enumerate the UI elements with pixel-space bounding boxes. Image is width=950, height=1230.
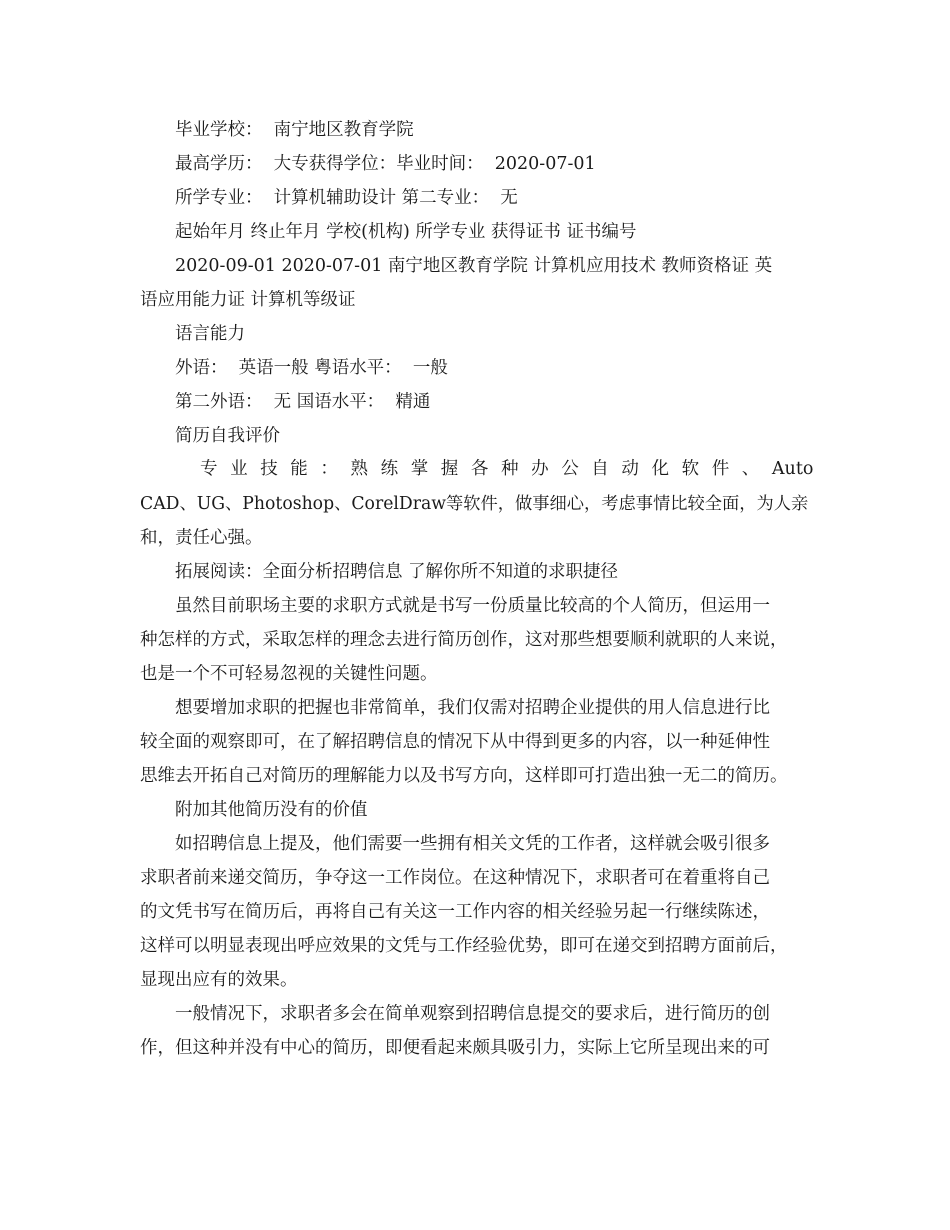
paragraph-1-line-1: 虽然目前职场主要的求职方式就是书写一份质量比较高的个人简历，但运用一 (175, 596, 770, 616)
education-table-row: 2020-09-01 2020-07-01 南宁地区教育学院 计算机应用技术 教师资格证 英 (175, 256, 773, 276)
second-language-line: 第二外语： 无 国语水平： 精通 (175, 392, 431, 412)
education-table-row-continued: 语应用能力证 计算机等级证 (140, 290, 356, 310)
paragraph-3-line-2: 求职者前来递交简历，争夺这一工作岗位。在这种情况下，求职者可在着重将自己 (140, 868, 770, 888)
language-ability-heading: 语言能力 (175, 324, 245, 344)
skills-paragraph-line-2: CAD、UG、Photoshop、CorelDraw等软件，做事细心，考虑事情比较全面，为人亲 (140, 494, 809, 514)
paragraph-3-line-1: 如招聘信息上提及，他们需要一些拥有相关文凭的工作者，这样就会吸引很多 (175, 834, 770, 854)
skills-text-auto: Auto (771, 459, 814, 479)
highest-degree-line: 最高学历： 大专获得学位：毕业时间： 2020-07-01 (175, 154, 596, 174)
self-evaluation-heading: 简历自我评价 (175, 426, 280, 446)
major-line: 所学专业： 计算机辅助设计 第二专业： 无 (175, 188, 518, 208)
paragraph-4-line-1: 一般情况下，求职者多会在简单观察到招聘信息提交的要求后，进行简历的创 (175, 1004, 770, 1024)
paragraph-3-line-4: 这样可以明显表现出呼应效果的文凭与工作经验优势，即可在递交到招聘方面前后， (140, 936, 788, 956)
foreign-language-line: 外语： 英语一般 粤语水平： 一般 (175, 358, 448, 378)
graduation-school-line: 毕业学校： 南宁地区教育学院 (175, 120, 414, 140)
skills-text: 专业技能：熟练掌握各种办公自动化软件、 (200, 459, 772, 479)
paragraph-3-line-5: 显现出应有的效果。 (140, 970, 298, 990)
education-table-header: 起始年月 终止年月 学校(机构) 所学专业 获得证书 证书编号 (175, 222, 637, 242)
section-heading-extra-value: 附加其他简历没有的价值 (175, 800, 368, 820)
paragraph-2-line-2: 较全面的观察即可，在了解招聘信息的情况下从中得到更多的内容，以一种延伸性 (140, 732, 770, 752)
paragraph-4-line-2: 作，但这种并没有中心的简历，即便看起来颇具吸引力，实际上它所呈现出来的可 (140, 1038, 770, 1058)
paragraph-2-line-1: 想要增加求职的把握也非常简单，我们仅需对招聘企业提供的用人信息进行比 (175, 698, 770, 718)
paragraph-2-line-3: 思维去开拓自己对简历的理解能力以及书写方向，这样即可打造出独一无二的简历。 (140, 766, 788, 786)
extended-reading-title: 拓展阅读：全面分析招聘信息 了解你所不知道的求职捷径 (175, 562, 619, 582)
skills-paragraph-line-3: 和，责任心强。 (140, 528, 263, 548)
paragraph-3-line-3: 的文凭书写在简历后，再将自己有关这一工作内容的相关经验另起一行继续陈述， (140, 902, 770, 922)
paragraph-1-line-2: 种怎样的方式，采取怎样的理念去进行简历创作，这对那些想要顺利就职的人来说， (140, 630, 788, 650)
skills-paragraph-line-1 (200, 457, 813, 481)
paragraph-1-line-3: 也是一个不可轻易忽视的关键性问题。 (140, 664, 438, 684)
